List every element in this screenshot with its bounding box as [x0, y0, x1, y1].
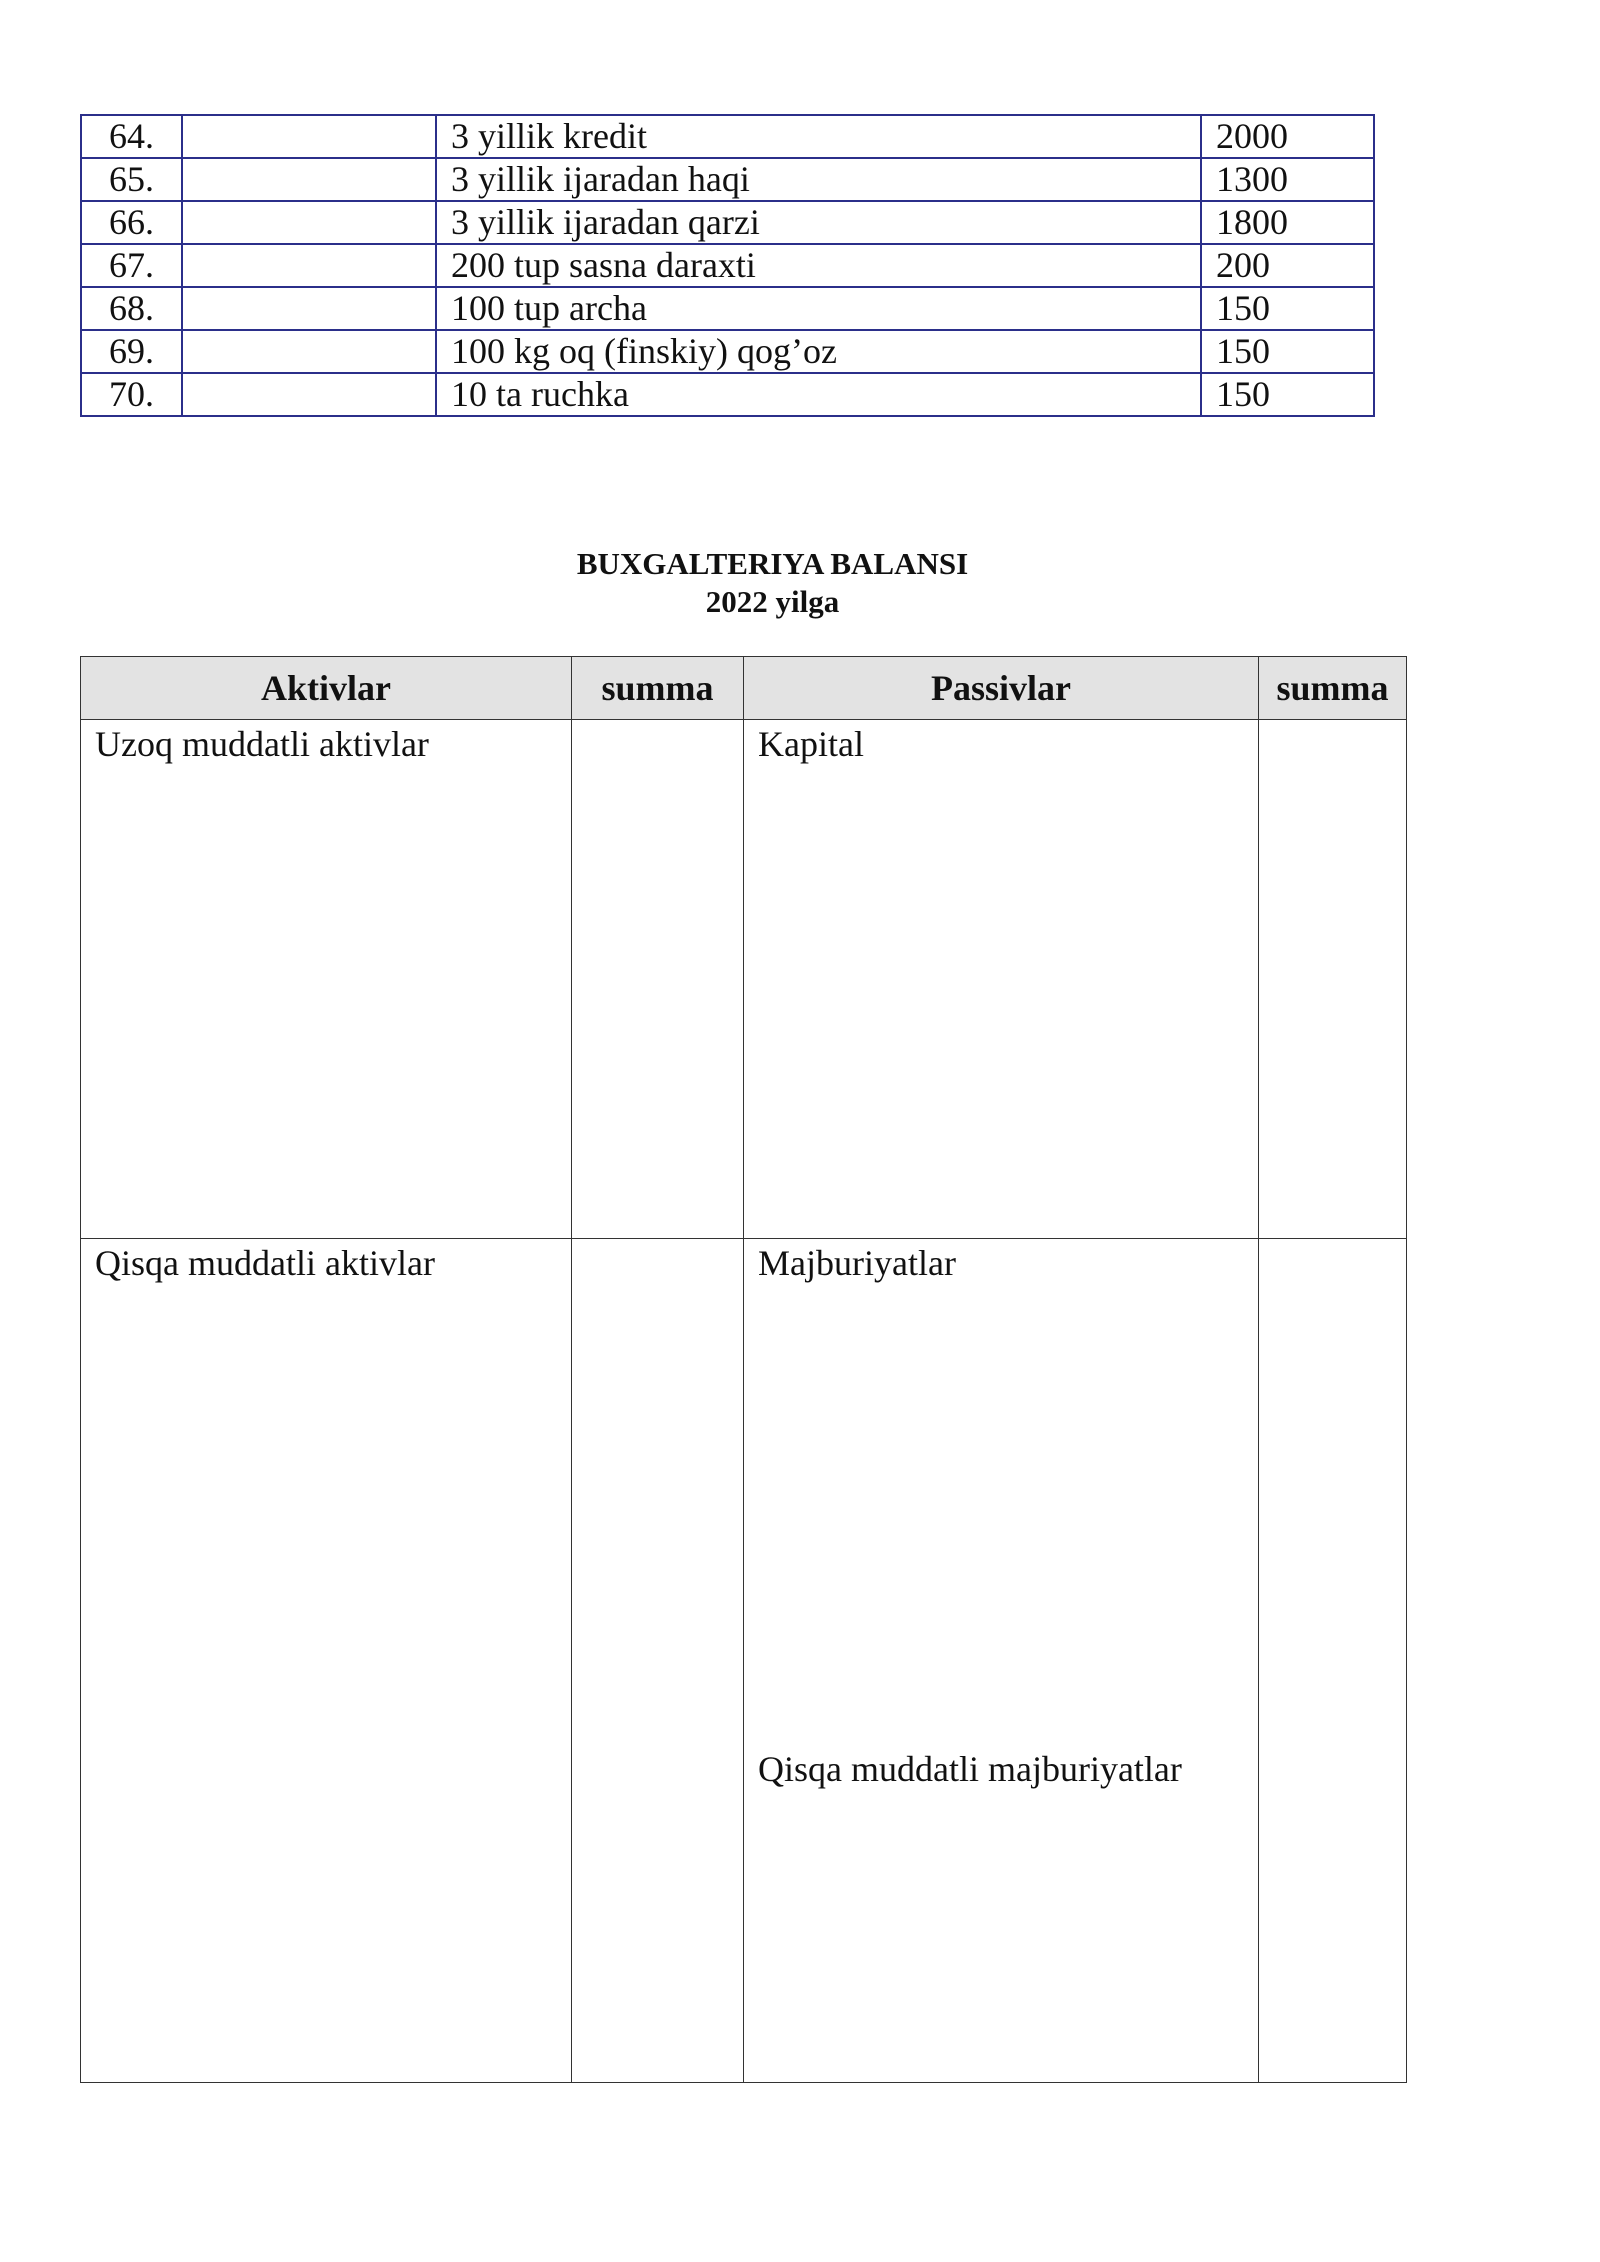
item-name: 200 tup sasna daraxti	[436, 244, 1201, 287]
table-row	[81, 201, 1374, 244]
item-amount: 1300	[1201, 158, 1374, 201]
item-name: 10 ta ruchka	[436, 373, 1201, 416]
item-number: 64.	[81, 115, 182, 158]
table-row	[81, 115, 1374, 158]
item-amount: 150	[1201, 373, 1374, 416]
liabilities-sum-header: summa	[1259, 657, 1407, 720]
item-code	[182, 201, 436, 244]
balance-sheet-table	[80, 656, 1407, 2083]
item-name: 3 yillik kredit	[436, 115, 1201, 158]
asset-cell	[81, 1239, 572, 2083]
item-code	[182, 115, 436, 158]
asset-label: Qisqa muddatli aktivlar	[95, 1243, 435, 1283]
item-name: 3 yillik ijaradan haqi	[436, 158, 1201, 201]
item-number: 67.	[81, 244, 182, 287]
table-row	[81, 330, 1374, 373]
asset-label: Uzoq muddatli aktivlar	[95, 724, 429, 764]
balance-row	[81, 720, 1407, 1239]
item-code	[182, 287, 436, 330]
table-row	[81, 373, 1374, 416]
item-code	[182, 373, 436, 416]
item-number: 65.	[81, 158, 182, 201]
liability-sum-cell	[1259, 720, 1407, 1239]
table-row	[81, 287, 1374, 330]
item-amount: 1800	[1201, 201, 1374, 244]
table-row	[81, 244, 1374, 287]
table-row	[81, 158, 1374, 201]
item-amount: 2000	[1201, 115, 1374, 158]
liability-label: Kapital	[758, 724, 864, 764]
item-name: 100 tup archa	[436, 287, 1201, 330]
items-table	[80, 114, 1375, 417]
item-amount: 150	[1201, 287, 1374, 330]
liability-cell	[744, 720, 1259, 1239]
item-amount: 200	[1201, 244, 1374, 287]
item-code	[182, 158, 436, 201]
item-code	[182, 244, 436, 287]
item-number: 66.	[81, 201, 182, 244]
balance-row	[81, 1239, 1407, 2083]
assets-sum-header: summa	[572, 657, 744, 720]
balance-header-row	[81, 657, 1407, 720]
asset-sum-cell	[572, 720, 744, 1239]
liability-sum-cell	[1259, 1239, 1407, 2083]
item-number: 68.	[81, 287, 182, 330]
balance-title: BUXGALTERIYA BALANSI	[576, 546, 969, 581]
liability-label: Majburiyatlar	[758, 1243, 956, 1283]
item-code	[182, 330, 436, 373]
asset-sum-cell	[572, 1239, 744, 2083]
item-name: 100 kg oq (finskiy) qog’oz	[436, 330, 1201, 373]
liabilities-header: Passivlar	[744, 657, 1259, 720]
asset-cell	[81, 720, 572, 1239]
item-number: 70.	[81, 373, 182, 416]
assets-header: Aktivlar	[81, 657, 572, 720]
balance-subtitle: 2022 yilga	[705, 584, 840, 619]
item-number: 69.	[81, 330, 182, 373]
liability-sublabel: Qisqa muddatli majburiyatlar	[758, 1749, 1182, 1789]
item-amount: 150	[1201, 330, 1374, 373]
item-name: 3 yillik ijaradan qarzi	[436, 201, 1201, 244]
liability-cell	[744, 1239, 1259, 2083]
